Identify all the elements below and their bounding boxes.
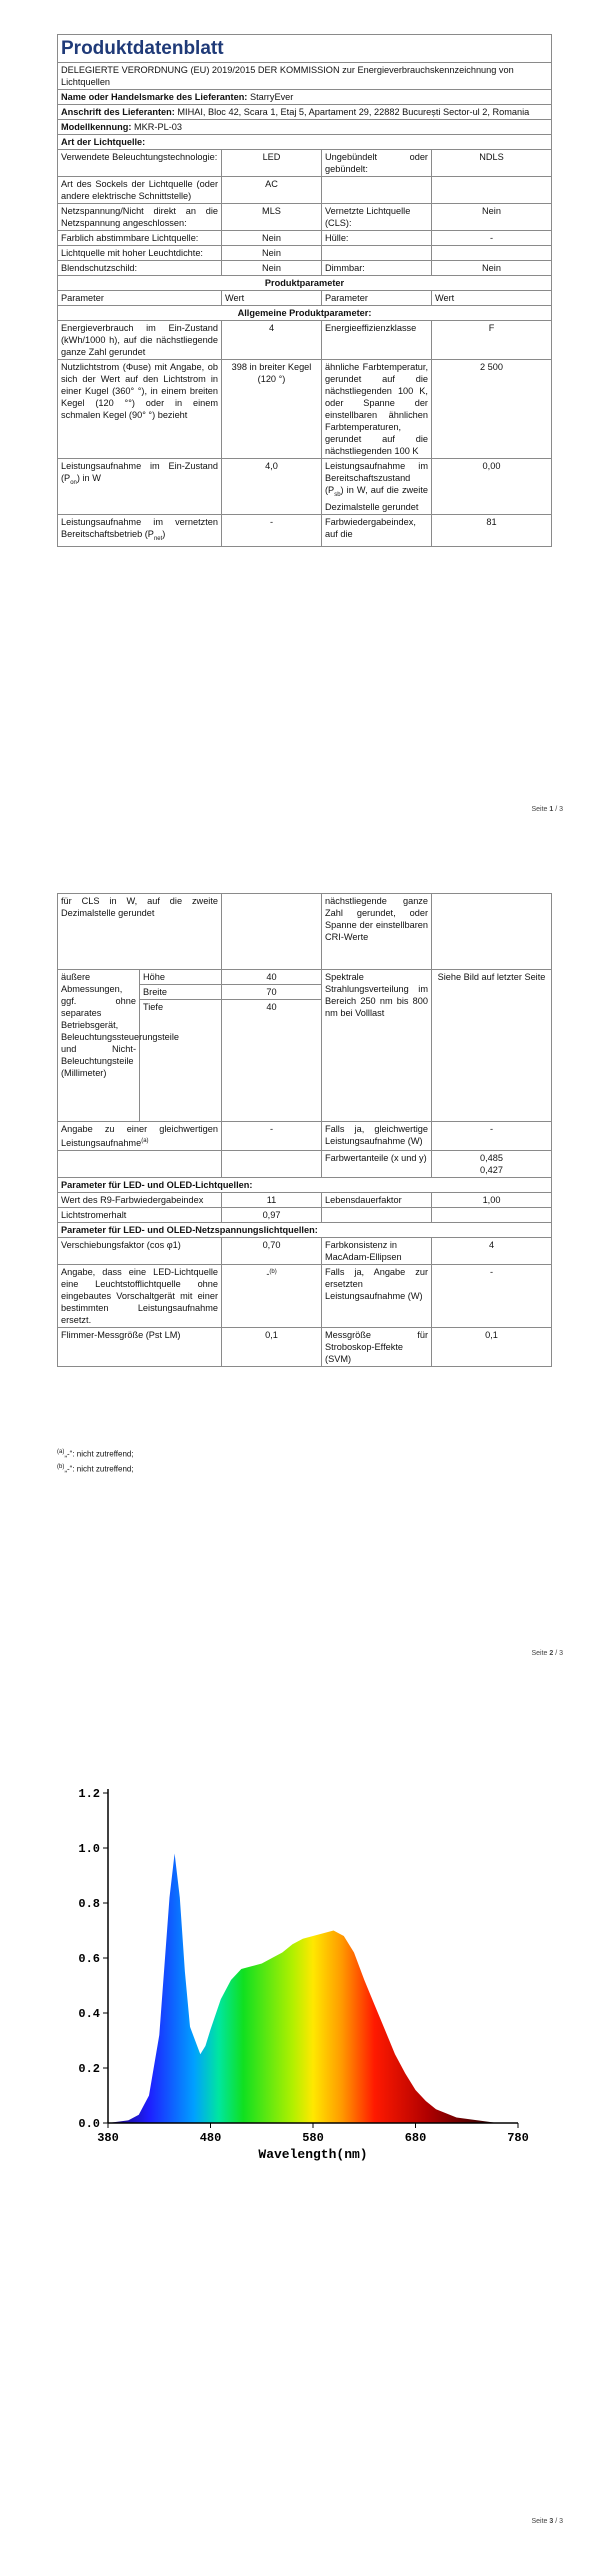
- tunable-value: Nein: [222, 231, 322, 246]
- pnet-label: [58, 514, 222, 546]
- y-tick-label: 0.4: [78, 2007, 100, 2021]
- page-footer: [531, 1650, 563, 1657]
- footnotes: [57, 1446, 134, 1475]
- footnote-a: [57, 1446, 134, 1461]
- y-tick-label: 1.0: [78, 1842, 100, 1856]
- width-value: 70: [222, 985, 322, 1000]
- product-params-heading: Produktparameter: [58, 276, 552, 291]
- connected-label: Vernetzte Lichtquelle (CLS):: [322, 204, 432, 231]
- footer-page-number: 1: [549, 806, 554, 813]
- datasheet-table-page1: [57, 34, 552, 547]
- footer-prefix: Seite: [531, 2518, 550, 2525]
- equiv-power-value: -: [432, 1122, 552, 1151]
- cri-value: 81: [432, 514, 552, 546]
- mains-value: MLS: [222, 204, 322, 231]
- x-axis-label: Wavelength(nm): [258, 2147, 368, 2162]
- psb-label-text: Leistungsaufnahme im Bereitschaftszustand (P: [325, 461, 428, 495]
- cri-label: Farbwiedergabeindex, auf die: [322, 514, 432, 546]
- supplier-address: MIHAI, Bloc 42, Scara 1, Etaj 5, Apartament 29, 22882 București Sector-ul 2, Romania: [177, 107, 530, 117]
- chroma-x-value: 0,485: [480, 1153, 504, 1164]
- footer-suffix: / 3: [553, 1650, 563, 1657]
- model-label: Modellkennung:: [61, 122, 132, 132]
- footer-suffix: / 3: [553, 2518, 563, 2525]
- psb-label-unit: ) in W, auf die zweite Dezimalstelle gerundet: [325, 485, 428, 512]
- replace-power-value: -: [432, 1265, 552, 1328]
- maintenance-label: Lichtstromerhalt: [58, 1208, 222, 1223]
- footer-prefix: Seite: [531, 1650, 550, 1657]
- dpf-label: Verschiebungsfaktor (cos φ1): [58, 1238, 222, 1265]
- equiv-value: -: [222, 1122, 322, 1151]
- empty-cell: [322, 246, 432, 261]
- empty-cell: [322, 1208, 432, 1223]
- depth-label: Tiefe: [140, 1000, 222, 1122]
- page-1: [0, 0, 603, 818]
- equiv-label-text: Angabe zu einer gleichwertigen Leistungsaufnahme: [61, 1124, 219, 1149]
- page-3: [0, 1668, 603, 2560]
- empty-cell: [222, 894, 322, 970]
- eclass-value: F: [432, 321, 552, 360]
- x-tick-label: 580: [302, 2131, 324, 2145]
- footnote-b-text: „-“: nicht zutreffend;: [64, 1464, 134, 1474]
- survival-label: Lebensdauerfaktor: [322, 1193, 432, 1208]
- antiglare-label: Blendschutzschild:: [58, 261, 222, 276]
- pnet-label-continued: für CLS in W, auf die zweite Dezimalstelle gerundet: [58, 894, 222, 970]
- energy-value: 4: [222, 321, 322, 360]
- psb-label: [322, 459, 432, 515]
- unbundled-value: NDLS: [432, 150, 552, 177]
- highlum-label: Lichtquelle mit hoher Leuchtdichte:: [58, 246, 222, 261]
- plot-area: [108, 1854, 518, 2124]
- chroma-label: Farbwertanteile (x und y): [322, 1151, 432, 1178]
- footer-suffix: / 3: [553, 806, 563, 813]
- antiglare-value: Nein: [222, 261, 322, 276]
- r9-value: 11: [222, 1193, 322, 1208]
- psb-label-sub: sb: [334, 491, 341, 498]
- eclass-label: Energieeffizienzklasse: [322, 321, 432, 360]
- chroma-y-value: 0,427: [480, 1165, 504, 1176]
- spd-value: Siehe Bild auf letzter Seite: [432, 970, 552, 1122]
- pnet-label-sub: net: [153, 535, 163, 542]
- replace-power-label: Falls ja, Angabe zur ersetzten Leistungsaufnahme (W): [322, 1265, 432, 1328]
- footnote-ref-a: (a): [141, 1138, 149, 1144]
- led-params-heading: Parameter für LED- und OLED-Lichtquellen:: [58, 1178, 552, 1193]
- depth-value: 40: [222, 1000, 322, 1122]
- param-column-header: Parameter: [58, 291, 222, 306]
- footnote-a-text: „-“: nicht zutreffend;: [64, 1449, 134, 1459]
- dimmable-value: Nein: [432, 261, 552, 276]
- empty-cell: [432, 894, 552, 970]
- regulation-text: DELEGIERTE VERORDNUNG (EU) 2019/2015 DER KOMMISSION zur Energieverbrauchskennzeichnung von Lichtquellen: [58, 63, 552, 90]
- supplier-name-row: [58, 90, 552, 105]
- consistency-label: Farbkonsistenz in MacAdam-Ellipsen: [322, 1238, 432, 1265]
- height-value: 40: [222, 970, 322, 985]
- replace-value-text: -: [266, 1269, 270, 1280]
- cct-value: 2 500: [432, 360, 552, 459]
- cap-label: Art des Sockels der Lichtquelle (oder andere elektrische Schnittstelle): [58, 177, 222, 204]
- value-column-header: Wert: [432, 291, 552, 306]
- footer-page-number: 2: [549, 1650, 554, 1657]
- y-tick-label: 0.2: [78, 2062, 100, 2076]
- footer-prefix: Seite: [531, 806, 550, 813]
- y-tick-label: 0.0: [78, 2117, 100, 2131]
- svm-value: 0,1: [432, 1328, 552, 1367]
- psb-value: 0,00: [432, 459, 552, 515]
- pnet-label-text: Leistungsaufnahme im vernetzten Bereitschaftsbetrieb (P: [61, 516, 218, 539]
- param-column-header: Parameter: [322, 291, 432, 306]
- pon-value: 4,0: [222, 459, 322, 515]
- survival-value: 1,00: [432, 1193, 552, 1208]
- footnote-b: [57, 1461, 134, 1476]
- pnet-label-unit: ): [162, 528, 166, 539]
- tunable-label: Farblich abstimmbare Lichtquelle:: [58, 231, 222, 246]
- page-footer: [531, 806, 563, 813]
- x-tick-label: 780: [507, 2131, 529, 2145]
- page-2: [0, 818, 603, 1668]
- document-title: Produktdatenblatt: [58, 35, 552, 63]
- y-tick-label: 0.6: [78, 1952, 100, 1966]
- footer-page-number: 3: [549, 2518, 554, 2525]
- spd-label: Spektrale Strahlungsverteilung im Bereich 250 nm bis 800 nm bei Volllast: [322, 970, 432, 1122]
- connected-value: Nein: [432, 204, 552, 231]
- supplier-name: StarryEver: [249, 92, 294, 102]
- replace-label: Angabe, dass eine LED-Lichtquelle eine Leuchtstofflichtquelle ohne eingebautes Vorschaltgerät mit einer bestimmten Leistungsaufnahme ersetzt.: [58, 1265, 222, 1328]
- supplier-name-label: Name oder Handelsmarke des Lieferanten:: [61, 92, 248, 102]
- envelope-value: -: [432, 231, 552, 246]
- cap-value: AC: [222, 177, 322, 204]
- x-tick-label: 380: [97, 2131, 119, 2145]
- empty-cell: [58, 1151, 222, 1178]
- dpf-value: 0,70: [222, 1238, 322, 1265]
- empty-cell: [432, 1208, 552, 1223]
- equiv-power-label: Falls ja, gleichwertige Leistungsaufnahme (W): [322, 1122, 432, 1151]
- page-footer: [531, 2518, 563, 2525]
- pnet-value: -: [222, 514, 322, 546]
- flux-value: 398 in breiter Kegel (120 °): [222, 360, 322, 459]
- dimmable-label: Dimmbar:: [322, 261, 432, 276]
- consistency-value: 4: [432, 1238, 552, 1265]
- footnote-b-marker: (b): [57, 1463, 65, 1470]
- mains-label: Netzspannung/Nicht direkt an die Netzspannung angeschlossen:: [58, 204, 222, 231]
- equiv-label: [58, 1122, 222, 1151]
- spectrum-area: [108, 1854, 518, 2124]
- empty-cell: [432, 246, 552, 261]
- unbundled-label: Ungebündelt oder gebündelt:: [322, 150, 432, 177]
- pon-label: [58, 459, 222, 515]
- energy-label: Energieverbrauch im Ein-Zustand (kWh/1000 h), auf die nächstliegende ganze Zahl gerundet: [58, 321, 222, 360]
- cri-label-continued: nächstliegende ganze Zahl gerundet, oder Spanne der einstellbaren CRI-Werte: [322, 894, 432, 970]
- cct-label: ähnliche Farbtemperatur, gerundet auf die nächstliegenden 100 K, oder Spanne der einstellbaren ähnlichen Farbtemperaturen, gerundet auf die nächstliegenden 100 K: [322, 360, 432, 459]
- model-value: MKR-PL-03: [134, 122, 182, 132]
- x-tick-label: 680: [404, 2131, 427, 2145]
- supplier-address-label: Anschrift des Lieferanten:: [61, 107, 175, 117]
- maintenance-value: 0,97: [222, 1208, 322, 1223]
- svm-label: Messgröße für Stroboskop-Effekte (SVM): [322, 1328, 432, 1367]
- pon-label-text: Leistungsaufnahme im Ein-Zustand (P: [61, 461, 218, 483]
- tech-label: Verwendete Beleuchtungstechnologie:: [58, 150, 222, 177]
- footnote-a-marker: (a): [57, 1449, 65, 1455]
- footnote-ref-b: (b): [269, 1269, 277, 1276]
- flux-label: Nutzlichtstrom (Φuse) mit Angabe, ob sich der Wert auf den Lichtstrom in einer Kugel (360° °), in einem breiten Kegel (120 °°) oder in einem schmalen Kegel (90° °) bezieht: [58, 360, 222, 459]
- value-column-header: Wert: [222, 291, 322, 306]
- y-tick-label: 1.2: [78, 1787, 100, 1801]
- spectrum-chart: [40, 1748, 540, 2168]
- empty-cell: [322, 177, 432, 204]
- tech-value: LED: [222, 150, 322, 177]
- replace-value: [222, 1265, 322, 1328]
- light-source-type-heading: Art der Lichtquelle:: [58, 135, 552, 150]
- dimensions-label: äußere Abmessungen, ggf. ohne separates Betriebsgerät, Beleuchtungssteuerungsteile und Nicht-Beleuchtungsteile (Millimeter): [58, 970, 140, 1122]
- r9-label: Wert des R9-Farbwiedergabeindex: [58, 1193, 222, 1208]
- width-label: Breite: [140, 985, 222, 1000]
- flicker-value: 0,1: [222, 1328, 322, 1367]
- empty-cell: [432, 177, 552, 204]
- pon-label-sub: on: [70, 479, 77, 486]
- mains-params-heading: Parameter für LED- und OLED-Netzspannungslichtquellen:: [58, 1223, 552, 1238]
- general-params-heading: Allgemeine Produktparameter:: [58, 306, 552, 321]
- envelope-label: Hülle:: [322, 231, 432, 246]
- flicker-label: Flimmer-Messgröße (Pst LM): [58, 1328, 222, 1367]
- datasheet-table-page2: [57, 893, 552, 1367]
- highlum-value: Nein: [222, 246, 322, 261]
- empty-cell: [222, 1151, 322, 1178]
- pon-label-unit: ) in W: [76, 473, 101, 483]
- x-tick-label: 480: [199, 2131, 222, 2145]
- y-tick-label: 0.8: [78, 1897, 100, 1911]
- chroma-value: [432, 1151, 552, 1178]
- model-row: [58, 120, 552, 135]
- supplier-address-row: [58, 105, 552, 120]
- height-label: Höhe: [140, 970, 222, 985]
